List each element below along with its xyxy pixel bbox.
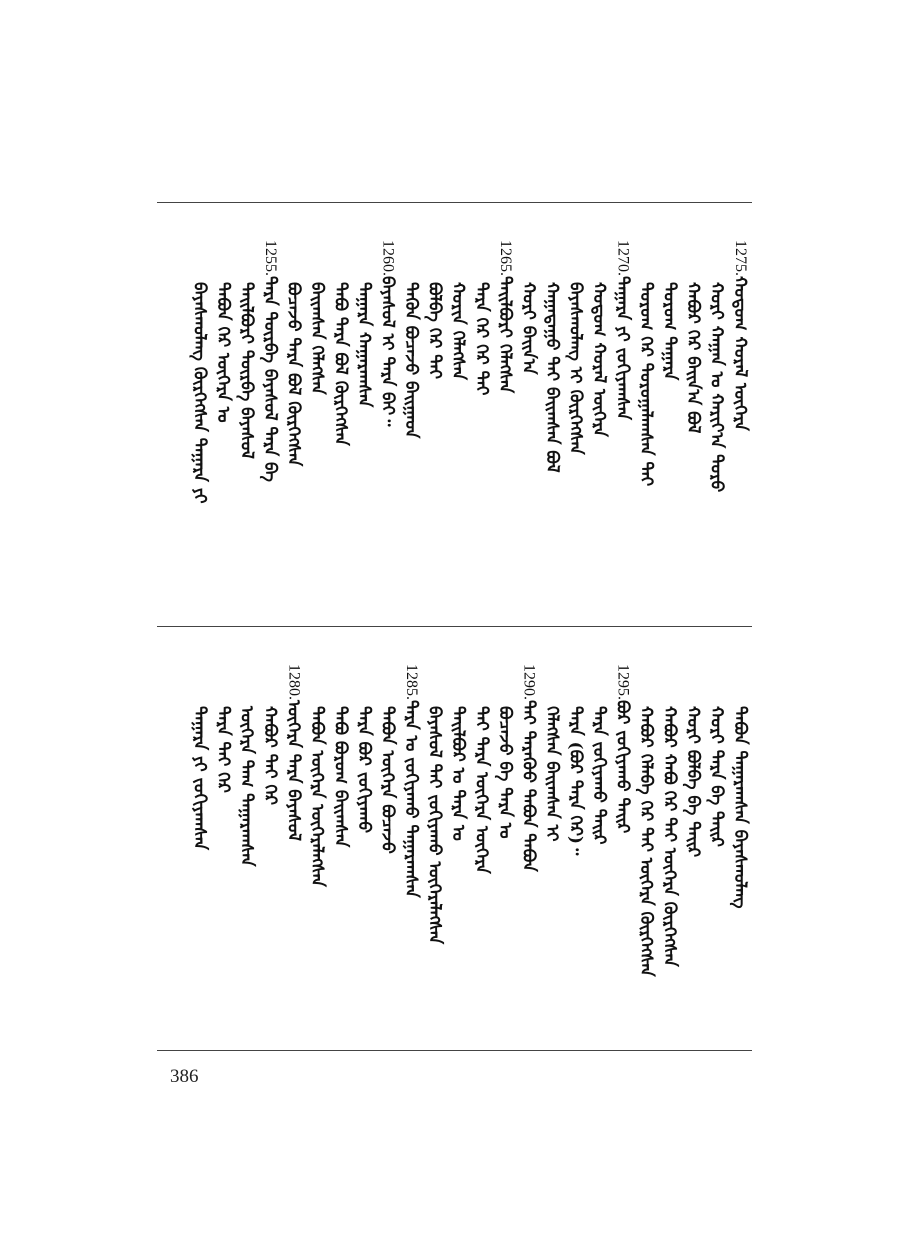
verse-line	[449, 240, 467, 380]
verse-text: ᠲᠠᠭᠠᠷᠠ ᠶᠢ ᠵᠣᠬᠢᠶᠠᠭᠰᠠᠨ	[612, 276, 633, 421]
verse-text: ᠲᠡᠷᠡ ᠵᠣᠬᠢᠶᠠᠬᠤ ᠲᠠᠢᠷ	[589, 706, 609, 845]
verse-text: ᠪᠣᠷ ᠵᠣᠬᠢᠶᠠᠬᠤ ᠲᠠᠢᠷ	[612, 700, 633, 834]
verse-line	[567, 664, 585, 855]
verse-text: ᠪᠠᠶᠠᠰᠤᠯ ᠢ ᠲᠡᠷᠡ ᠪᠠᠢ᠃	[377, 276, 398, 427]
verse-text: ᠲᠡᠷᠡ ᠪᠣᠷ ᠵᠣᠬᠢᠶᠠᠬᠤ	[354, 706, 374, 834]
verse-line	[614, 240, 632, 420]
verse-text: ᠬᠠᠪᠤᠷ ᠬᠡᠷ ᠪᠠᠢᠨ᠎ᠠ ᠪᠣᠯ	[683, 282, 703, 434]
verse-line	[590, 240, 608, 437]
verse-text: ᠲᠠᠪᠤᠨ ᠲᠠᠭᠠᠷᠠᠭᠰᠠᠨ ᠪᠠᠶᠠᠰᠬᠤᠯᠠᠩ	[730, 706, 750, 909]
verse-line	[520, 664, 538, 872]
verse-line	[661, 240, 679, 380]
verse-text: ᠳᠣᠷᠤᠭ ᠬᠡᠷ ᠲᠤᠷᠤᠭᠠᠯᠠᠭᠰᠠᠨ ᠲᠠᠢ	[636, 282, 656, 487]
verse-line	[238, 240, 256, 459]
verse-line	[402, 664, 420, 898]
line-number: 1290.	[520, 664, 538, 700]
line-number: 1280.	[285, 664, 303, 700]
verse-text: ᠦᠭᠡᠷᠡ ᠲᠡᠷᠡ ᠪᠠᠶᠠᠰᠤᠯ	[283, 700, 304, 842]
verse-line	[684, 240, 702, 433]
verse-text: ᠲᠠᠪᠤᠨ ᠬᠡᠷ ᠦᠭᠡᠷᠡ ᠤ	[213, 282, 233, 423]
verse-text: ᠲᠠᠢ ᠲᠡᠷᠡᠭᠦᠦ ᠲᠠᠪᠤᠨ ᠲᠠᠪᠤᠨ	[518, 700, 539, 872]
verse-text: ᠲᠡᠷᠡ ᠳᠦᠷᠪᠡ ᠪᠠᠶᠠᠰᠤᠯ ᠲᠡᠷᠡ ᠪᠡ	[260, 276, 280, 482]
verse-line	[708, 664, 726, 847]
verse-line	[473, 664, 491, 874]
verse-line	[543, 664, 561, 842]
verse-line	[214, 664, 232, 793]
verse-line	[731, 240, 749, 431]
verse-text: ᠪᠠᠶᠠᠰᠬᠤᠯᠠᠩ ᠢ ᠬᠦᠷᠭᠡᠭᠰᠡᠨ	[565, 282, 586, 455]
verse-text: ᠪᠠᠶᠠᠰᠤᠯ ᠲᠠᠢ ᠵᠣᠬᠢᠶᠠᠬᠤ ᠦᠭᠡᠷᠡᠯᠡᠭᠰᠡᠨ	[424, 706, 445, 945]
line-number: 1295.	[614, 664, 632, 700]
verse-line	[261, 240, 279, 482]
verse-line	[191, 240, 209, 504]
verse-line	[426, 240, 444, 379]
verse-line	[308, 240, 326, 395]
verse-line	[520, 240, 538, 375]
verse-line	[261, 664, 279, 805]
verse-line	[637, 664, 655, 977]
verse-line	[449, 664, 467, 841]
line-number: 1265.	[497, 240, 514, 276]
verse-line	[238, 664, 256, 866]
line-number: 1270.	[614, 240, 632, 276]
verse-line	[543, 240, 561, 473]
verse-text: ᠬᠠᠪᠤᠷ ᠬᠠᠪᠤ ᠬᠡᠷ ᠲᠠᠢ ᠦᠭᠡᠷᠡ ᠬᠦᠷᠭᠡᠭᠰᠡᠨ	[659, 706, 680, 967]
verse-text: ᠲᠡᠭᠦᠨ ᠪᠤᠴᠠᠵᠤ ᠪᠠᠢᠭᠠᠳ	[401, 282, 421, 439]
verse-text: ᠲᠠᠪᠤ ᠪᠣᠷᠣᠭ ᠪᠠᠢᠭᠰᠠᠨ	[330, 706, 351, 848]
verse-text: ᠬᠣᠷᠢ ᠬᠠᠭᠠᠨ ᠤ ᠬᠠᠷᠢᠶ᠎ᠠ ᠳᠣᠷᠤ	[706, 282, 727, 493]
verse-text: ᠲᠡᠷᠡ ᠲᠠᠢ ᠬᠡᠷ	[213, 706, 233, 793]
verse-text: ᠬᠣᠷᠢ ᠪᠠᠢᠨ᠎ᠠ	[518, 282, 539, 375]
verse-text: ᠪᠤᠴᠠᠵᠤ ᠪᠠ ᠲᠡᠷᠡ ᠤ	[495, 706, 515, 839]
line-number: 1285.	[403, 664, 420, 700]
verse-line	[285, 664, 303, 841]
verse-text: ᠬᠣᠷᠢ ᠪᠣᠯᠪᠠ ᠪᠠ ᠲᠠᠢᠷ	[683, 706, 703, 858]
verse-line	[332, 240, 350, 446]
verse-text: ᠪᠣᠯᠪᠠ ᠬᠡᠷ ᠲᠠᠢ	[424, 282, 445, 380]
verse-line	[285, 240, 303, 466]
verse-text: ᠲᠠᠢᠯᠪᠤᠷ ᠤ ᠲᠡᠷᠡ ᠤ	[448, 706, 468, 841]
verse-text: ᠬᠤᠷᠢ ᠲᠡᠷᠡ ᠪᠠ ᠲᠠᠢᠷ	[706, 706, 727, 847]
verse-text: ᠪᠠᠢᠭᠰᠠᠨ ᠬᠡᠯᠡᠭᠰᠡᠨ	[307, 282, 327, 395]
verse-text: ᠳᠣᠷᠤᠭ ᠲᠠᠭᠠᠷᠠ	[659, 282, 680, 381]
verse-text: ᠬᠣᠷᠢᠨ ᠬᠡᠯᠡᠭᠰᠡᠨ	[448, 282, 468, 380]
verse-text: ᠦᠭᠡᠷᠡ ᠲᠠᠭ ᠲᠠᠭᠠᠷᠠᠭᠰᠠᠨ	[236, 706, 257, 867]
verse-text: ᠲᠡᠷᠡ ᠤ ᠵᠣᠬᠢᠶᠠᠬᠤ ᠲᠠᠭᠠᠷᠠᠭᠰᠠᠨ	[401, 700, 421, 898]
verse-text: ᠲᠠᠭᠠᠷᠠ ᠬᠠᠭᠠᠷᠠᠭᠰᠠᠨ	[354, 282, 374, 408]
verse-text: ᠬᠠᠪᠤᠷ ᠬᠡᠯᠡᠪᠡ ᠬᠡᠷ ᠲᠠᠢ ᠦᠭᠡᠷᠡ ᠬᠦᠷᠭᠡᠭᠰᠡᠨ	[636, 706, 656, 977]
verse-line	[355, 664, 373, 833]
verse-text: ᠲᠠᠢᠯᠪᠤᠷᠢ ᠬᠡᠯᠡᠭᠰᠡᠨ	[495, 276, 515, 394]
verse-line	[473, 240, 491, 395]
line-number: 1255.	[262, 240, 279, 276]
verse-line	[496, 240, 514, 393]
verse-line	[496, 664, 514, 839]
verse-text: ᠲᠠᠪᠤ ᠲᠡᠷᠡ ᠪᠣᠯ ᠬᠦᠷᠭᠡᠭᠰᠡᠨ	[330, 282, 351, 446]
top-rule	[157, 202, 752, 203]
verse-text: ᠲᠠᠢ ᠲᠡᠷᠡ ᠦᠭᠡᠷᠡ ᠦᠭᠡᠷᠡ	[471, 706, 492, 874]
verse-line	[332, 664, 350, 847]
verse-line	[637, 240, 655, 486]
verse-line	[379, 664, 397, 854]
verse-line	[708, 240, 726, 492]
verse-text: ᠬᠠᠭᠠᠳᠠᠭᠤ ᠲᠠᠢ ᠪᠠᠢᠭᠰᠠᠨ ᠪᠣᠯ	[542, 282, 562, 473]
line-number: 1275.	[732, 240, 749, 276]
verse-line	[402, 240, 420, 438]
verse-line	[426, 664, 444, 944]
verse-line	[661, 664, 679, 967]
verse-line	[308, 664, 326, 887]
verse-text: ᠲᠡᠷᠡ ᠬᠡᠷ ᠬᠡᠷ ᠲᠠᠢ	[471, 282, 492, 396]
verse-text: ᠬᠣᠳᠤᠭ ᠬᠤᠷᠠᠯ ᠦᠭᠡᠷᠡ	[589, 282, 609, 437]
bottom-rule	[157, 1050, 752, 1051]
page-number: 386	[170, 1066, 199, 1087]
verse-text: ᠲᠠᠭᠠᠷᠠ ᠶᠢ ᠵᠣᠬᠢᠶᠠᠭᠰᠠᠨ	[189, 706, 210, 851]
verse-line	[731, 664, 749, 909]
verse-line	[191, 664, 209, 850]
verse-line	[614, 664, 632, 833]
verse-text: ᠲᠠᠢᠯᠪᠤᠷᠢ ᠳᠦᠷᠪᠡ ᠪᠠᠶᠠᠰᠤᠯ	[236, 282, 257, 459]
verse-text: ᠪᠠᠶᠠᠰᠬᠤᠯᠠᠩ ᠬᠦᠷᠭᠡᠭᠰᠡᠨ ᠲᠠᠭᠠᠷᠠ ᠶᠢ	[189, 282, 210, 504]
line-number: 1260.	[379, 240, 397, 276]
verse-text: ᠲᠠᠪᠤᠨ ᠦᠭᠡᠷᠡ ᠪᠤᠴᠠᠵᠤ	[377, 706, 398, 854]
verse-line	[567, 240, 585, 455]
verse-line	[684, 664, 702, 857]
middle-rule	[157, 626, 752, 627]
verse-line	[590, 664, 608, 845]
verse-line	[355, 240, 373, 407]
verse-text: ᠬᠣᠳᠤᠭ ᠬᠤᠷᠠᠯ ᠦᠭᠡᠷᠡ	[730, 276, 750, 431]
verse-line	[379, 240, 397, 426]
verse-text: ᠪᠤᠴᠠᠵᠤ ᠲᠡᠷᠡ ᠪᠣᠯ ᠬᠦᠷᠭᠡᠭᠰᠡᠨ	[283, 282, 304, 467]
verse-text: ᠬᠡᠯᠡᠭᠰᠡᠨ ᠪᠠᠢᠭᠰᠠᠨ ᠢ	[542, 706, 562, 842]
verse-text: ᠬᠠᠪᠤᠷ ᠲᠠᠢ ᠬᠡᠷ	[260, 706, 280, 806]
verse-text: ᠲᠡᠷᠡ (ᠪᠣᠷ ᠲᠡᠷᠡ ᠬᠡᠷ)᠃	[565, 706, 586, 856]
verse-text: ᠲᠠᠪᠤᠨ ᠦᠭᠡᠷᠡ ᠦᠭᠡᠷᠡᠯᠡᠭᠰᠡᠨ	[307, 706, 327, 887]
verse-line	[214, 240, 232, 423]
